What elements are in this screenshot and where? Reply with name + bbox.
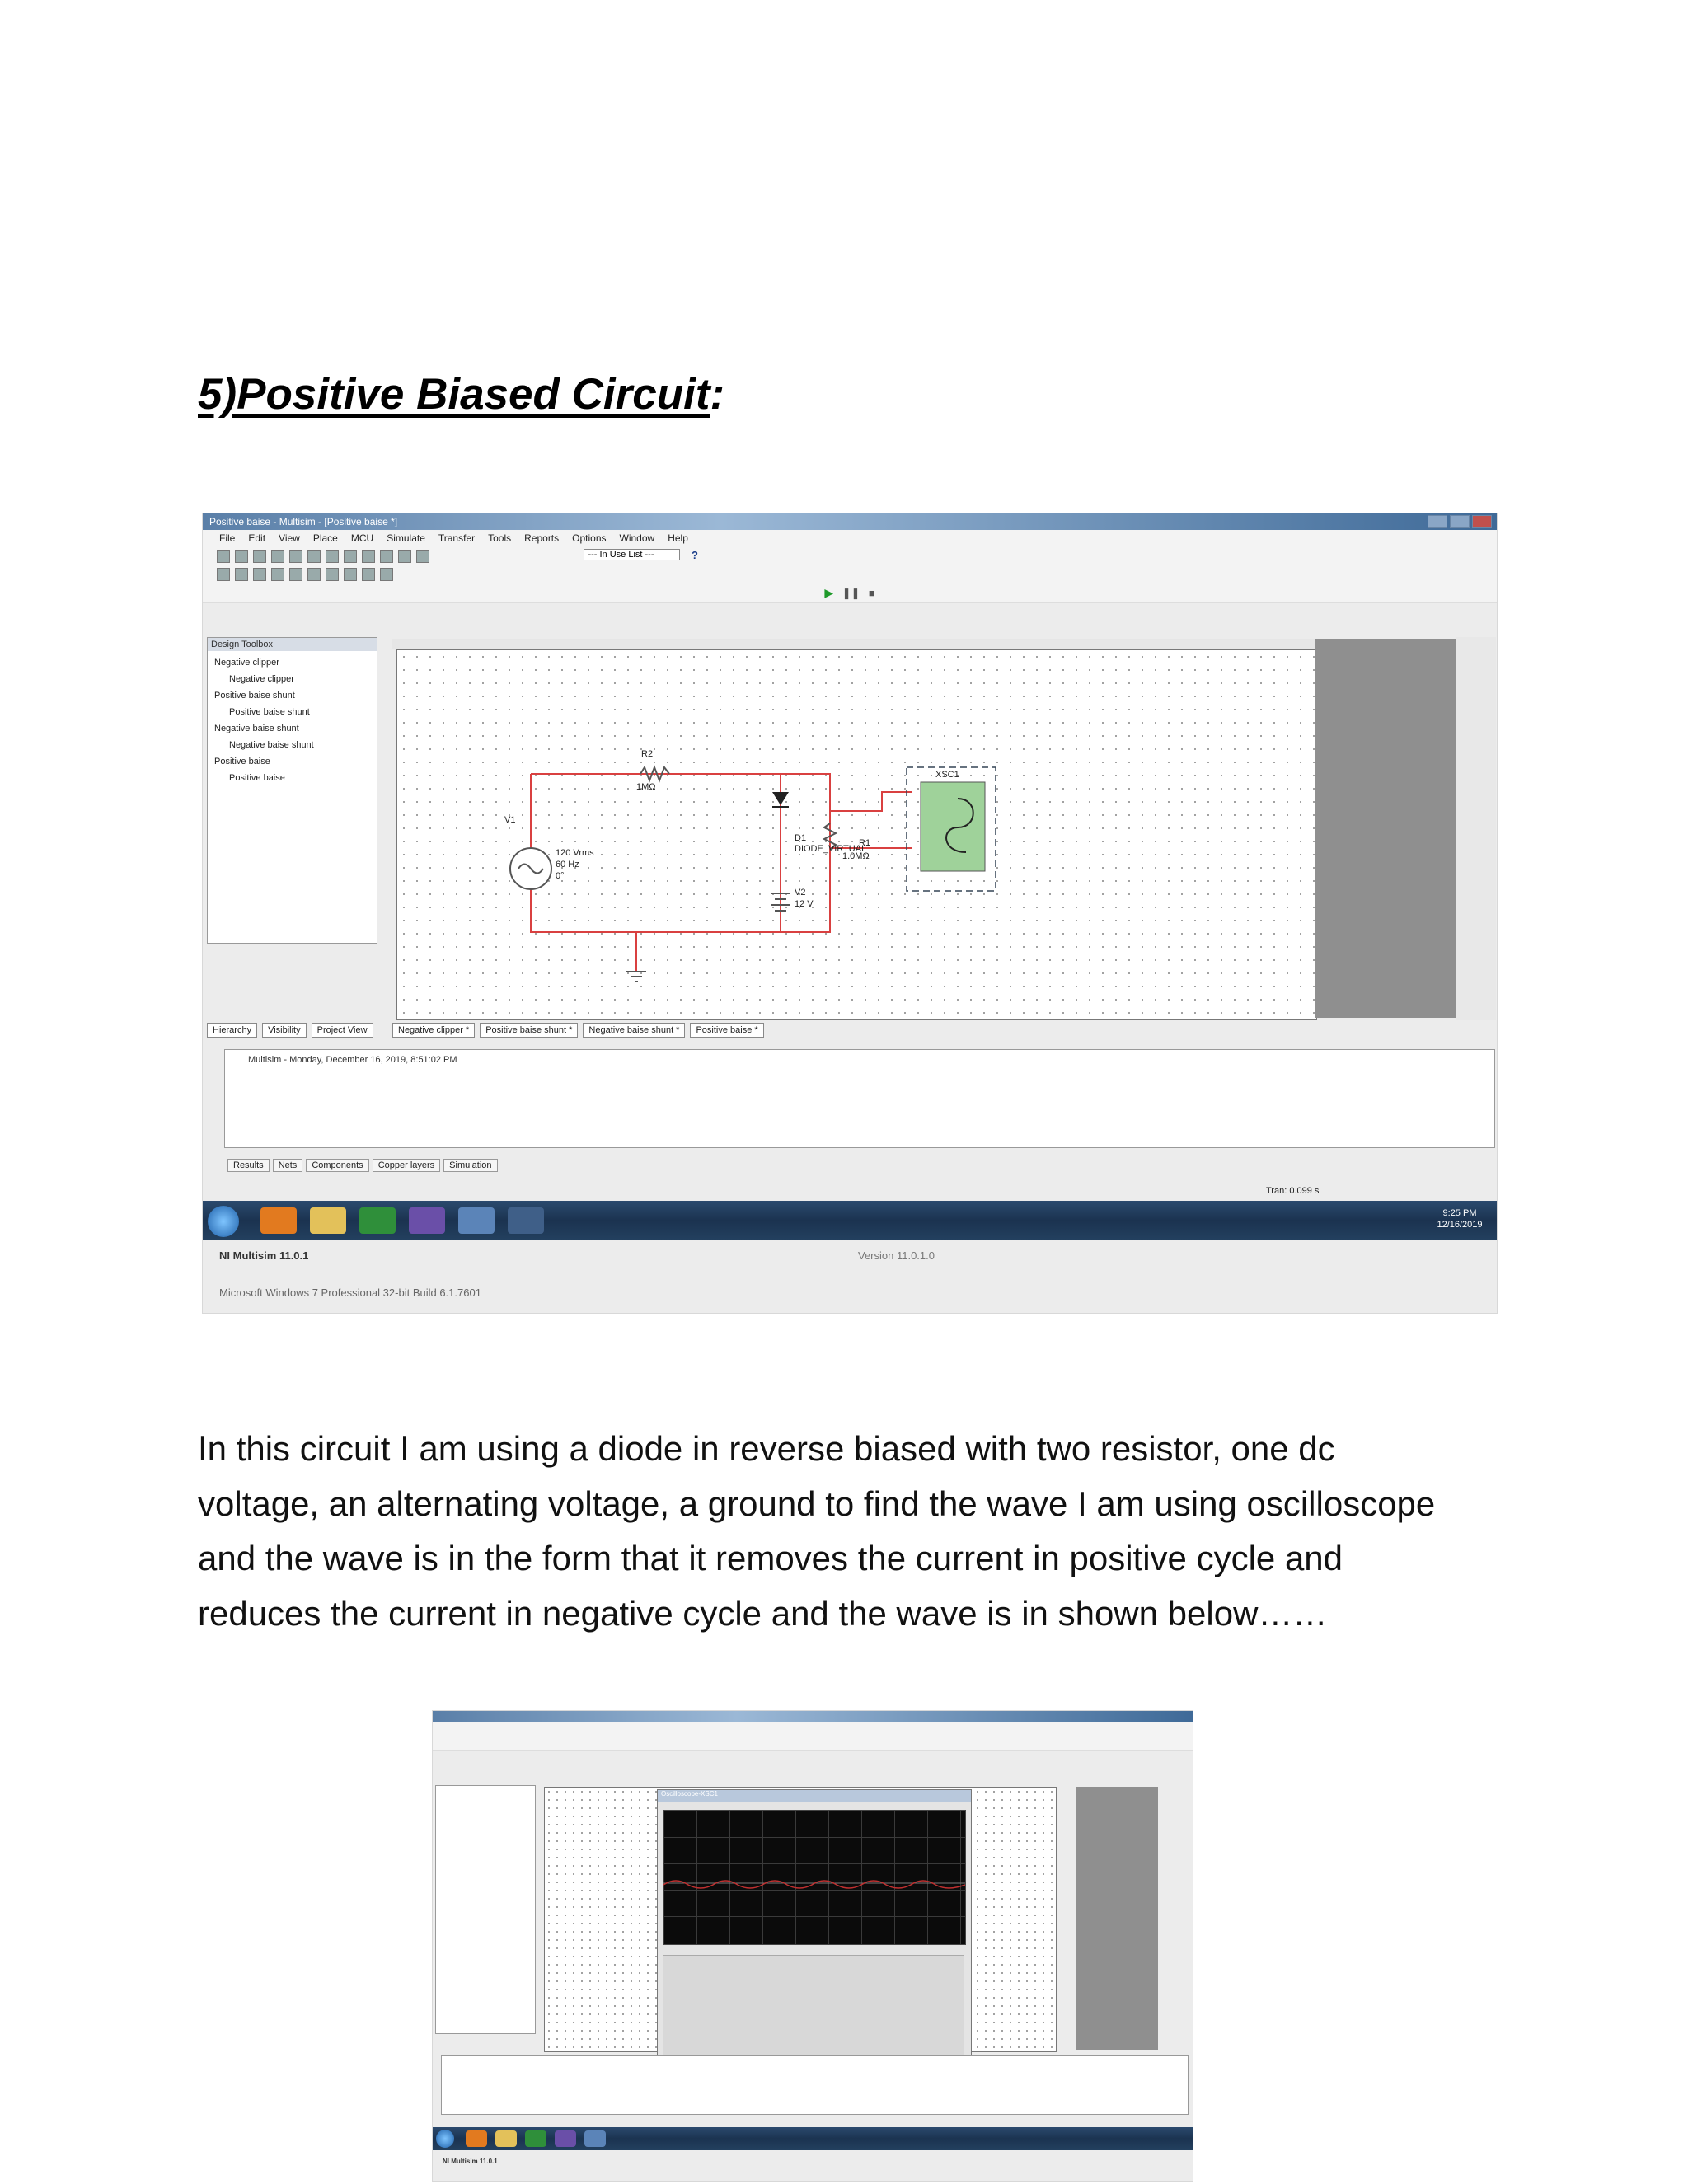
menu-reports[interactable]: Reports <box>524 532 560 544</box>
print-icon[interactable] <box>271 550 284 563</box>
copy-icon[interactable] <box>307 550 321 563</box>
tree-item[interactable]: Positive baise shunt <box>229 707 310 717</box>
tab-nets[interactable]: Nets <box>273 1159 303 1172</box>
menu-place[interactable]: Place <box>312 532 338 544</box>
maximize-button[interactable] <box>1450 515 1470 528</box>
basic-icon[interactable] <box>235 568 248 581</box>
chrome-icon[interactable] <box>525 2130 546 2147</box>
close-button[interactable] <box>1472 515 1492 528</box>
minimize-button[interactable] <box>1428 515 1447 528</box>
menu-bar <box>203 530 1497 546</box>
tab-components[interactable]: Components <box>306 1159 368 1172</box>
log-entry: Multisim - Monday, December 16, 2019, 8:51:02 PM <box>248 1055 457 1065</box>
power-icon[interactable] <box>380 568 393 581</box>
oscilloscope-screen <box>663 1810 966 1945</box>
menu-edit[interactable]: Edit <box>248 532 266 544</box>
sheet-tab[interactable]: Negative clipper * <box>392 1023 475 1038</box>
window-title: Positive baise - Multisim - [Positive baise *] <box>209 516 398 527</box>
components-toolbar <box>433 1737 1193 1751</box>
run-icon[interactable]: ▶ <box>824 586 834 599</box>
multisim-screenshot <box>202 513 1498 1314</box>
section-heading <box>198 369 724 419</box>
workspace-margin <box>1315 639 1456 1018</box>
transient-time: Tran: 0.099 s <box>1266 1186 1320 1196</box>
explorer-icon[interactable] <box>495 2130 517 2147</box>
tab-results[interactable]: Results <box>227 1159 270 1172</box>
start-button[interactable] <box>436 2130 454 2148</box>
tab-hierarchy[interactable]: Hierarchy <box>207 1023 257 1038</box>
spreadsheet-tabs <box>227 1159 498 1172</box>
pause-icon[interactable]: ❚❚ <box>842 587 860 599</box>
section-heading-colon: : <box>710 370 725 419</box>
explorer-icon[interactable] <box>310 1207 346 1234</box>
d1-label: D1 <box>795 833 807 843</box>
tab-project-view[interactable]: Project View <box>312 1023 373 1038</box>
simulation-toolbar <box>203 583 1497 603</box>
oscilloscope-title: Oscilloscope-XSC1 <box>658 1790 971 1802</box>
menu-window[interactable]: Window <box>619 532 655 544</box>
paragraph-line: In this circuit I am using a diode in reverse biased with two resistor, one dc <box>198 1429 1335 1468</box>
zoom-in-icon[interactable] <box>362 550 375 563</box>
menu-help[interactable]: Help <box>668 532 688 544</box>
paragraph-line: voltage, an alternating voltage, a ground to find the wave I am using oscilloscope <box>198 1483 1436 1523</box>
zoom-out-icon[interactable] <box>380 550 393 563</box>
clock-time: 9:25 PM <box>1442 1208 1477 1218</box>
spreadsheet-view <box>224 1049 1495 1148</box>
r2-label: R2 <box>641 749 654 759</box>
diode-icon[interactable] <box>253 568 266 581</box>
design-toolbox-title: Design Toolbox <box>208 638 377 651</box>
source-icon[interactable] <box>217 568 230 581</box>
sheet-tab[interactable]: Positive baise shunt * <box>480 1023 578 1038</box>
menu-tools[interactable]: Tools <box>488 532 512 544</box>
v2-value: 12 V <box>795 899 814 909</box>
product-name: NI Multisim 11.0.1 <box>219 1249 309 1262</box>
v1-label: V1 <box>504 815 516 825</box>
chrome-icon[interactable] <box>359 1207 396 1234</box>
zoom-area-icon[interactable] <box>398 550 411 563</box>
sheet-tab[interactable]: Negative baise shunt * <box>583 1023 685 1038</box>
tree-item[interactable]: Negative clipper <box>214 658 279 668</box>
toolbox-tabs <box>207 1023 373 1038</box>
oscilloscope-window[interactable] <box>657 1789 972 2088</box>
tree-item[interactable]: Positive baise <box>229 773 285 783</box>
project-tree <box>208 651 377 790</box>
menu-mcu[interactable]: MCU <box>350 532 374 544</box>
window-titlebar <box>203 513 1497 530</box>
description-paragraph <box>198 1422 1484 1641</box>
tab-visibility[interactable]: Visibility <box>262 1023 307 1038</box>
scope-trace <box>663 1811 965 1944</box>
menu-transfer[interactable]: Transfer <box>438 532 476 544</box>
cut-icon[interactable] <box>289 550 302 563</box>
r1-label: R1 <box>859 838 871 848</box>
multisim-taskbar-icon[interactable] <box>508 1207 544 1234</box>
schematic-canvas[interactable] <box>396 649 1317 1020</box>
os-info: Microsoft Windows 7 Professional 32-bit Build 6.1.7601 <box>219 1286 481 1299</box>
menu-simulate[interactable]: Simulate <box>387 532 425 544</box>
help-icon[interactable]: ? <box>691 549 698 561</box>
circuit-wiring <box>397 650 1316 1019</box>
oscilloscope-screenshot <box>432 1710 1193 2182</box>
spreadsheet-view <box>441 2055 1189 2115</box>
menu-file[interactable]: File <box>219 532 236 544</box>
scope-symbol <box>921 782 985 871</box>
main-toolbar <box>203 546 1497 565</box>
ttl-icon[interactable] <box>307 568 321 581</box>
paste-icon[interactable] <box>326 550 339 563</box>
media-player-icon[interactable] <box>466 2130 487 2147</box>
version-info: Version 11.0.1.0 <box>858 1249 935 1262</box>
in-use-list-select[interactable]: --- In Use List --- <box>584 549 679 560</box>
window-titlebar <box>433 1711 1193 1722</box>
notepad-icon[interactable] <box>584 2130 606 2147</box>
product-name: NI Multisim 11.0.1 <box>443 2158 498 2165</box>
open-icon[interactable] <box>235 550 248 563</box>
design-toolbox <box>207 637 377 944</box>
system-clock[interactable] <box>1431 1207 1489 1230</box>
tab-simulation[interactable]: Simulation <box>443 1159 497 1172</box>
cmos-icon[interactable] <box>326 568 339 581</box>
save-icon[interactable] <box>253 550 266 563</box>
undo-icon[interactable] <box>344 550 357 563</box>
v1-phase: 0° <box>556 871 565 881</box>
scope-label: XSC1 <box>935 770 959 780</box>
misc-icon[interactable] <box>344 568 357 581</box>
section-heading-text: 5)Positive Biased Circuit <box>198 370 710 419</box>
paragraph-line: reduces the current in negative cycle and the wave is in shown below…… <box>198 1593 1328 1633</box>
visual-studio-icon[interactable] <box>555 2130 576 2147</box>
zoom-fit-icon[interactable] <box>416 550 429 563</box>
tab-copper-layers[interactable]: Copper layers <box>373 1159 440 1172</box>
d1-model: DIODE_VIRTUAL <box>795 844 867 854</box>
windows-taskbar <box>203 1201 1497 1240</box>
design-toolbox <box>435 1785 536 2034</box>
stop-icon[interactable]: ■ <box>868 587 875 599</box>
visual-studio-icon[interactable] <box>409 1207 445 1234</box>
new-icon[interactable] <box>217 550 230 563</box>
menu-options[interactable]: Options <box>572 532 607 544</box>
notepad-icon[interactable] <box>458 1207 495 1234</box>
tree-item[interactable]: Positive baise <box>214 757 270 766</box>
sheet-tabs <box>392 1023 764 1038</box>
tree-item[interactable]: Positive baise shunt <box>214 691 295 701</box>
analog-icon[interactable] <box>289 568 302 581</box>
sheet-tab[interactable]: Positive baise * <box>690 1023 763 1038</box>
transistor-icon[interactable] <box>271 568 284 581</box>
instruments-toolbar <box>1456 637 1496 1020</box>
r2-value: 1MΩ <box>636 782 656 792</box>
workspace-margin <box>1076 1787 1158 2050</box>
v1-amplitude: 120 Vrms <box>556 848 594 858</box>
tree-item[interactable]: Negative clipper <box>229 674 294 684</box>
tree-item[interactable]: Negative baise shunt <box>229 740 314 750</box>
window-controls <box>1428 515 1492 528</box>
menu-view[interactable]: View <box>279 532 300 544</box>
clock-date: 12/16/2019 <box>1437 1220 1483 1230</box>
top-ruler <box>392 639 1315 649</box>
components-toolbar <box>203 565 1497 583</box>
r1-value: 1.0MΩ <box>842 851 870 861</box>
indicator-icon[interactable] <box>362 568 375 581</box>
tree-item[interactable]: Negative baise shunt <box>214 724 299 733</box>
start-button[interactable] <box>208 1206 239 1237</box>
v1-frequency: 60 Hz <box>556 860 579 869</box>
windows-taskbar <box>433 2127 1193 2150</box>
media-player-icon[interactable] <box>260 1207 297 1234</box>
diode-symbol <box>772 792 789 805</box>
v2-label: V2 <box>795 888 806 898</box>
paragraph-line: and the wave is in the form that it removes the current in positive cycle and <box>198 1539 1343 1577</box>
main-toolbar <box>433 1722 1193 1738</box>
